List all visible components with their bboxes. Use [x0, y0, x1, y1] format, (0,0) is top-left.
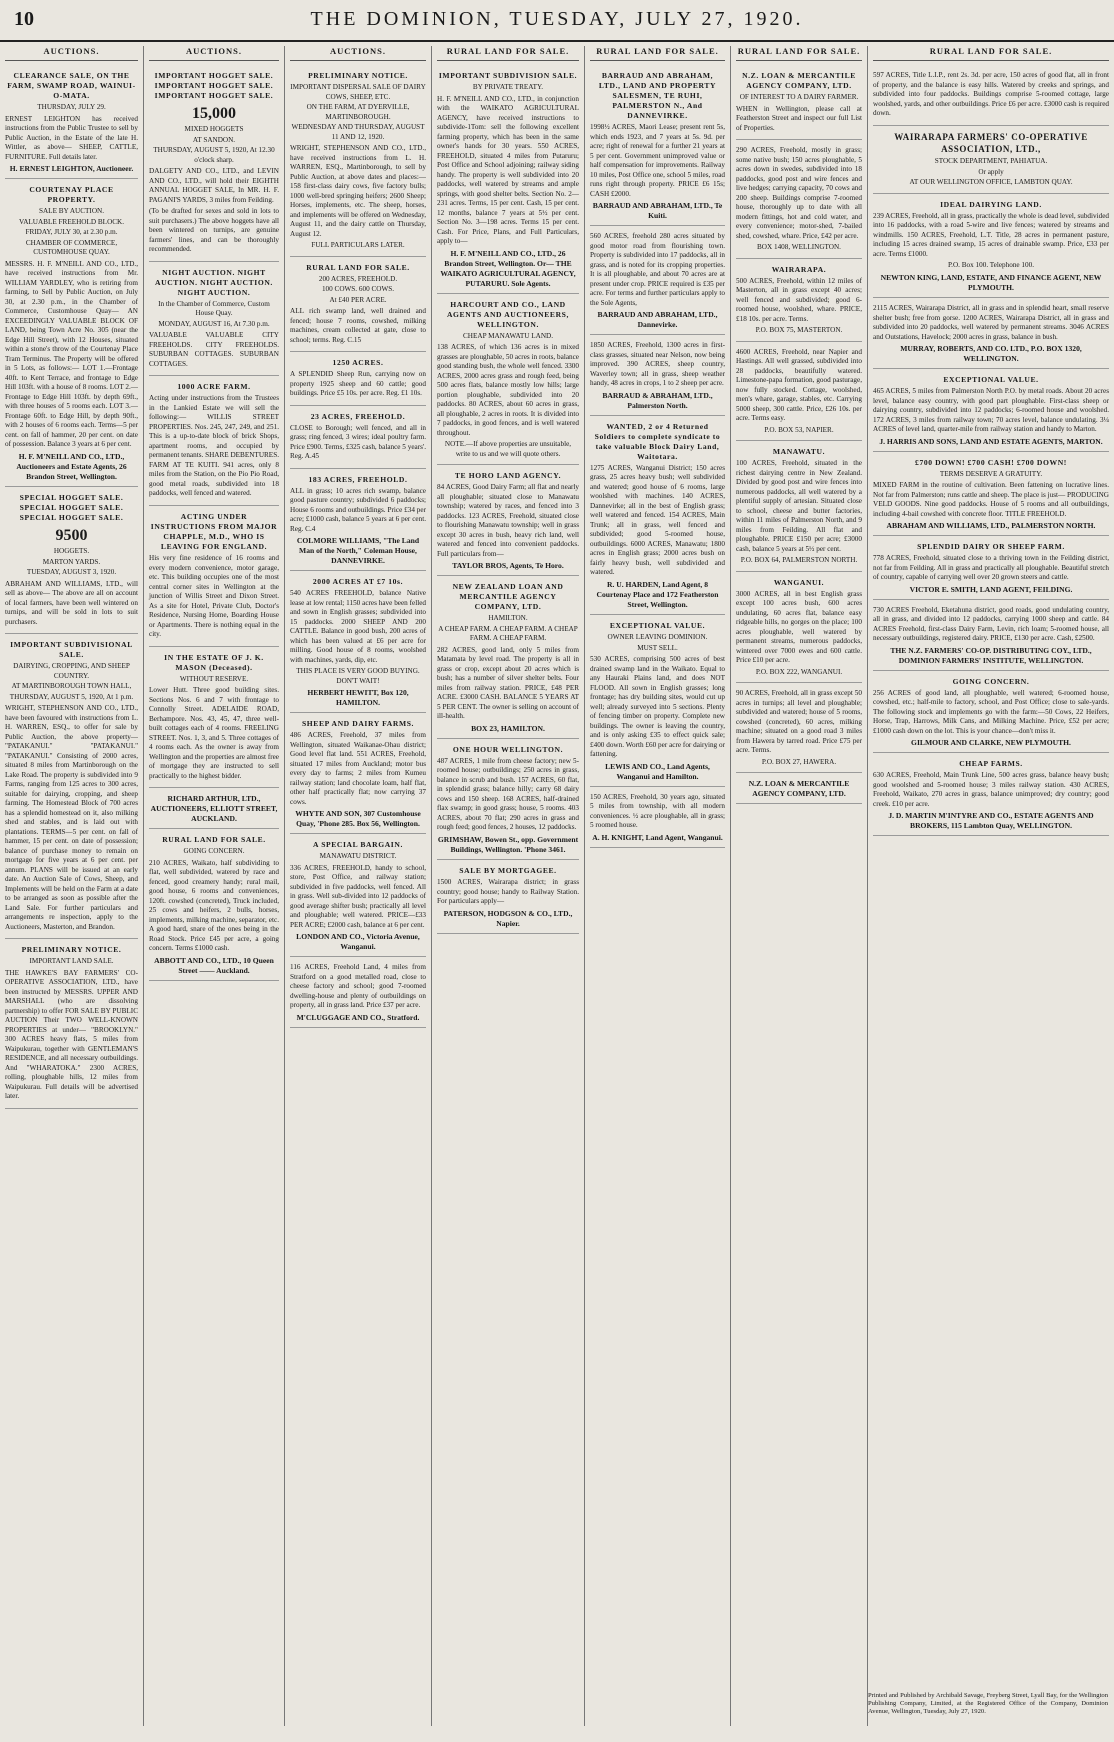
- masthead: [0, 0, 1114, 42]
- ad-signature: GILMOUR AND CLARKE, NEW PLYMOUTH.: [911, 738, 1071, 748]
- ad-body: 630 ACRES, Freehold, Main Trunk Line, 500 acres grass, balance heavy bush; good woolshed and 5-roomed house; 3 miles railway station. 430 ACRES, Freehold, Waikato, 270 acres in grass, balance unimproved; dry country; good creek. £10 per acre.: [873, 771, 1109, 808]
- advertisement: [5, 939, 138, 1109]
- ad-subhead: GOING CONCERN.: [183, 847, 245, 856]
- ad-body: 282 ACRES, good land, only 5 miles from Matamata by level road. The property is all in grass or crop, except about 20 acres which is bush; has a number of silver shelter belts. Four miles from railway station. PRICE, £48 PER ACRE. £3000 CASH. BALANCE 5 YEARS AT 5 PER CENT. The owner is selling on account of ill-health.: [437, 645, 579, 721]
- ad-body: ALL rich swamp land, well drained and fenced; house 7 rooms, cowshed, milking machines, cream collected at gate, close to school; terms. Reg. C.15: [290, 307, 426, 344]
- ad-headline: IMPORTANT SUBDIVISIONAL SALE.: [10, 640, 133, 660]
- ad-signature: ABBOTT AND CO., LTD., 10 Queen Street —— Auckland.: [154, 955, 274, 975]
- ad-subhead: VALUABLE FREEHOLD BLOCK.: [18, 217, 125, 226]
- ad-body: 290 ACRES, Freehold, mostly in grass; some native bush; 150 acres ploughable, 5 acres down in swedes, subdivided into 18 paddocks, good post and wire fences and live hedges; carrying capacity, 70 cows and 200 sheep. Buildings comprise 7-roomed house, thoroughly up to date with all modern fittings, hot and cold water, and every convenience; motor-shed, 7-bailed shed, cowshed, whare. Price, £42 per acre.: [736, 146, 862, 240]
- ad-body: 778 ACRES, Freehold, situated close to a thriving town in the Feilding district, not far from Feilding. All in grass and practically all ploughable. Beautiful stretch of country, capable of carrying well over 20 grown steers and cattle.: [873, 554, 1109, 582]
- ad-subhead: THURSDAY, AUGUST 5, 1920, At 1 p.m.: [9, 692, 134, 701]
- advertisement: [437, 465, 579, 576]
- ad-subhead: WEDNESDAY AND THURSDAY, AUGUST 11 AND 12, 1920.: [291, 123, 425, 141]
- ad-headline: EXCEPTIONAL VALUE.: [609, 621, 706, 630]
- advertisement: [290, 65, 426, 257]
- column-heading: AUCTIONS.: [149, 46, 279, 61]
- ad-subhead: IMPORTANT DISPERSAL SALE OF DAIRY COWS, SHEEP, ETC.: [290, 83, 426, 101]
- advertisement: [5, 179, 138, 487]
- ad-subhead: A CHEAP FARM. A CHEAP FARM. A CHEAP FARM. A CHEAP FARM.: [438, 624, 578, 643]
- ad-body: 597 ACRES, Title L.I.P., rent 2s. 3d. per acre, 150 acres of good flat, all in front of property, and the balance is easy hills. Watered by creeks and springs, and subdivided into four paddocks. Buildings comprise 5-roomed cottage, large woolshed, yards, and other outbuildings. Price £6 per acre. £3000 cash is required down.: [873, 71, 1109, 118]
- ad-headline: 23 ACRES, FREEHOLD.: [310, 411, 406, 421]
- ad-body: 540 ACRES FREEHOLD, balance Native lease at low rental; 1150 acres have been felled and sown in English grasses; subdivided into 15 paddocks. 2000 SHEEP AND 200 CATTLE. Balance in good bush, 200 acres of which has been valued at £6 per acre for milling. Good house of 8 rooms, woolshed with machines, yards, dip, etc.: [290, 589, 426, 664]
- ad-headline: £700 DOWN! £700 CASH! £700 DOWN!: [915, 457, 1067, 467]
- ad-subhead: CHEAP MANAWATU LAND.: [463, 331, 553, 340]
- ad-signature: M'CLUGGAGE AND CO., Stratford.: [296, 1012, 420, 1022]
- advertisement: [873, 671, 1109, 754]
- ad-body: WRIGHT, STEPHENSON AND CO., LTD., have received instructions from L. H. WARREN, ESQ., Martinborough, to sell by Public Auction, at above dates and places:— 158 first-class dairy cows, five factory bulls; 1000 well-bred springing heifers; 2600 Sheep; Horses, implements, etc. The sheep, horses, and implements will be offered on Wednesday, August 11, and the dairy cattle on Thursday, August 12.: [290, 144, 426, 238]
- ad-body: 2115 ACRES, Wairarapa District, all in grass and in splendid heart, small reserve shelter bush; free from gorse. 1200 ACRES, Wairarapa District, all in grass and subdivided into 20 paddocks, well watered by permanent streams. 3046 ACRES and Outstations, Havelock; 2000 acres in grass, balance in bush.: [873, 304, 1109, 341]
- ad-subhead: At £40 PER ACRE.: [329, 295, 387, 304]
- ad-headline: RURAL LAND FOR SALE.: [306, 262, 410, 272]
- column-heading: RURAL LAND FOR SALE.: [590, 46, 725, 61]
- ad-headline: CLEARANCE SALE, ON THE FARM, SWAMP ROAD, WAINUI-O-MATA.: [7, 71, 136, 101]
- ad-signature: TAYLOR BROS, Agents, Te Horo.: [452, 561, 564, 571]
- ad-subhead: TUESDAY, AUGUST 3, 1920.: [26, 568, 117, 577]
- ad-subhead: DAIRYING, CROPPING, AND SHEEP COUNTRY.: [13, 662, 130, 680]
- ad-signature: H. ERNEST LEIGHTON, Auctioneer.: [9, 164, 134, 174]
- column-4: [432, 46, 585, 1726]
- ad-headline: IN THE ESTATE OF J. K. MASON (Deceased).: [164, 652, 264, 672]
- ad-figure: 15,000: [192, 105, 236, 123]
- advertisement: [873, 536, 1109, 600]
- advertisement: [736, 773, 862, 804]
- ad-subhead: MUST SELL.: [637, 643, 678, 652]
- advertisement: [736, 140, 862, 259]
- advertisement: [873, 600, 1109, 671]
- ad-body: 1275 ACRES, Wanganui District; 150 acres grass, 25 acres heavy bush; well subdivided and watered; good house of 6 rooms, large woolshed with machines. 140 ACRES, Dannevirke; all in the best of English grass; well watered and fenced. 154 ACRES, Main Trunk; all in grass, well fenced and subdivided; good 5-roomed house, outbuildings. 6000 ACRES, Manawatu; 1800 acres in English grass; 2000 acres bush on fairly heavy bush, well subdivided and watered.: [590, 463, 725, 577]
- page-number: 10: [14, 8, 34, 30]
- advertisement: [149, 376, 279, 506]
- column-1: [0, 46, 144, 1726]
- ad-signature: R. U. HARDEN, Land Agent, 8 Courtenay Place and 172 Featherston Street, Wellington.: [596, 579, 719, 609]
- ad-signature: COLMORE WILLIAMS, "The Land Man of the North," Coleman House, DANNEVIRKE.: [296, 536, 420, 566]
- ad-headline: WAIRARAPA.: [771, 264, 827, 274]
- advertisement: [149, 65, 279, 262]
- ad-body: THE HAWKE'S BAY FARMERS' CO-OPERATIVE ASSOCIATION, LTD., have been instructed by MESSRS. UPPER AND MARSHALL (who are dissolving partnership) to offer FOR SALE BY PUBLIC AUCTION Their TWO WELL-KNOWN PROPERTIES at under— "BROOKLYN." 300 ACRES heavy flats, 5 miles from Waipukurau, together with GENTLEMAN'S RESIDENCE, and all necessary outbuildings. And "WHARATOKA." 2300 ACRES, rolling, ploughable hills, 12 miles from Waipukurau. Full details will be advertised later.: [5, 968, 138, 1101]
- ad-signature: BARRAUD & ABRAHAM, LTD., Palmerston North.: [602, 390, 713, 410]
- ad-subhead: WITHOUT RESERVE.: [179, 674, 249, 683]
- ad-body: 336 ACRES, FREEHOLD, handy to school, store, Post Office, and railway station; subdivided in five paddocks, well fenced. All in grass. Well sub-divided into 12 paddocks of good average shifter bush; practically all level and ploughable; well watered. PRICE—£33 PER ACRE; £2000 cash, balance at 6 per cent.: [290, 863, 426, 929]
- advertisement: [873, 753, 1109, 836]
- advertisement: [290, 406, 426, 469]
- advertisement: [590, 226, 725, 335]
- ad-body: (To be drafted for sexes and sold in lots to suit purchasers.) The above hoggets have all been wintered on turnips, are genuine farmers' lines, and can be thoroughly recommended.: [149, 207, 279, 254]
- ad-subhead: THURSDAY, AUGUST 5, 1920, At 12.30 o'clock sharp.: [153, 146, 275, 164]
- ad-signature: LONDON AND CO., Victoria Avenue, Wanganui.: [296, 932, 420, 952]
- ad-subhead: THURSDAY, JULY 29.: [37, 103, 106, 112]
- ad-headline: 2000 ACRES AT £7 10s.: [312, 577, 404, 587]
- ad-footer: FULL PARTICULARS LATER.: [311, 241, 405, 250]
- ad-body: WHEN in Wellington, please call at Featherston Street and inspect our full List of Properties.: [736, 104, 862, 132]
- ad-headline: GOING CONCERN.: [952, 676, 1030, 686]
- ad-subhead: AT MARTINBOROUGH TOWN HALL,: [11, 682, 132, 691]
- ad-subhead: TERMS DESERVE A GRATUITY.: [939, 469, 1043, 478]
- ad-subhead: In the Chamber of Commerce, Custom House Quay.: [158, 299, 270, 318]
- ad-footer: THIS PLACE IS VERY GOOD BUYING. DON'T WAIT!: [296, 667, 420, 685]
- advertisement: [736, 572, 862, 684]
- ad-headline: NEW ZEALAND LOAN AND MERCANTILE AGENCY COMPANY, LTD.: [452, 582, 564, 612]
- advertisement: [290, 957, 426, 1028]
- ad-headline: MANAWATU.: [772, 447, 826, 457]
- ad-figure-label: MIXED HOGGETS: [184, 125, 244, 134]
- ad-headline: IMPORTANT HOGGET SALE. IMPORTANT HOGGET SALE. IMPORTANT HOGGET SALE.: [154, 71, 274, 101]
- ad-signature: PATERSON, HODGSON & CO., LTD., Napier.: [443, 908, 573, 928]
- ad-subhead: SALE BY AUCTION.: [38, 207, 105, 216]
- advertisement: [590, 65, 725, 226]
- ad-body: 4600 ACRES, Freehold, near Napier and Hastings. All well grassed, subdivided into 28 paddocks, beautifully watered. Limestone-papa formation, good pasturage, now fully stocked. Cottage, woolshed, men's whare, garage, stables, etc. Carrying 5000 sheep, 300 cattle. Price, £26 10s. per acre. Terms easy.: [736, 347, 862, 423]
- ad-subhead: IMPORTANT LAND SALE.: [29, 957, 114, 966]
- ad-body: 3000 ACRES, all in best English grass except 100 acres bush, 600 acres undulating, 60 acres flat, balance easy ridgeable hills, no gorges on the place; 100 acres ploughable, well watered by permanent streams, numerous paddocks, wintered over 7000 ewes and 600 cattle. Price £10 per acre.: [736, 589, 862, 665]
- ad-footer: P.O. Box 100. Telephone 100.: [947, 261, 1034, 270]
- ad-subhead: ON THE FARM, AT DYERVILLE, MARTINBOROUGH.: [306, 103, 410, 121]
- ad-headline: SALE BY MORTGAGEE.: [459, 865, 557, 875]
- ad-headline: BARRAUD AND ABRAHAM, LTD., LAND AND PROPERTY SALESMEN, TE RUHI, PALMERSTON N., And DANNEVIRKE.: [598, 71, 717, 121]
- ad-body: WRIGHT, STEPHENSON AND CO., LTD., have been favoured with instructions from L. H. WARREN, ESQ., to offer for sale by Public Auction, the above property— "PATAKANUI." "PATAKANUI." "PATAKANUI." Consisting of 2000 acres, situated 8 miles from Martinborough on the Lake Road. The property is subdivided into 9 Farms, ranging from 125 acres to 300 acres, suitable for dairying, cropping, and sheep farming. The Homestead Block of 700 acres has a splendid homestead on it, also milking shed and stables, and is laid out with plantations. TERMS—5 per cent. on fall of hammer, 15 per cent. on date of possession; balance of purchase money to remain on mortgage for five years at 6 per cent. per annum. PLANS will be issued at an early date. An Auction Sale of Cows, Sheep, and Implements will be held on the Farm at a date to be arranged as soon as possible after the Land Sale. For further particulars and arrangements re inspection, apply to the Auctioneers, Masterton, and Brandon.: [5, 704, 138, 931]
- ad-body: DALGETY AND CO., LTD., and LEVIN AND CO., LTD., will hold their EIGHTH ANNUAL HOGGET SALE, In MR. H. F. PAGANI'S YARDS, 3 miles from Feilding.: [149, 167, 279, 204]
- ad-subhead: AT OUR WELLINGTON OFFICE, LAMBTON QUAY.: [909, 178, 1073, 187]
- ad-body: 1500 ACRES, Wairarapa district; in grass country; good house; handy to Railway Station. For particulars apply—: [437, 878, 579, 905]
- ad-headline: COURTENAY PLACE PROPERTY.: [29, 185, 114, 205]
- ad-body: A SPLENDID Sheep Run, carrying now on property 1925 sheep and 60 cattle; good buildings. Price £5 10s. per acre. Reg. £1 10s.: [290, 370, 426, 398]
- ad-headline: SPLENDID DAIRY OR SHEEP FARM.: [917, 542, 1065, 552]
- ad-body: 84 ACRES, Good Dairy Farm; all flat and nearly all ploughable; situated close to Manawatu township; watered by races, and fenced into 3 paddocks. 123 ACRES, Freehold, situated close to flourishing Manawatu township; well in grass except 30 acres in bush, heavy rich land, well watered and fenced into convenient paddocks. Full particulars from—: [437, 483, 579, 558]
- ad-headline: HARCOURT AND CO., LAND AGENTS AND AUCTIONEERS, WELLINGTON.: [446, 299, 570, 329]
- ad-subhead: AT SANDON.: [192, 135, 236, 144]
- ad-headline: CHEAP FARMS.: [959, 759, 1023, 769]
- ad-body: 530 ACRES, comprising 500 acres of best drained swamp land in the Waikato. Equal to any Hauraki Plains land, and does NOT FLOOD. All sown in English grasses; long frontage; has dry building sites, would cut up well; already surveyed into 5 sections. Plenty of fencing timber on property. Complete new buildings. The owner is leaving the country, and is only asking £35 to effect quick sale; £400 down. Worth £60 per acre for dairying or fattening.: [590, 655, 725, 759]
- ad-body: 486 ACRES, Freehold, 37 miles from Wellington, situated Waikanae-Ohau district; Good level flat land. 551 ACRES, Freehold, situated 17 miles from Auckland; motor bus every day to farms; 2 miles from Kumeu railway station; land chocolate loam, half flat, other half practically flat; now carrying 37 cows.: [290, 731, 426, 806]
- ad-subhead: 100 COWS. 600 COWS.: [321, 285, 395, 294]
- ad-headline: WANGANUI.: [773, 577, 825, 587]
- ad-headline: N.Z. LOAN & MERCANTILE AGENCY COMPANY, LTD.: [742, 71, 856, 91]
- advertisement: [290, 469, 426, 572]
- ad-subhead: OWNER LEAVING DOMINION.: [607, 633, 708, 642]
- ad-body: 256 ACRES of good land, all ploughable, well watered; 6-roomed house, cowshed, etc.; half-mile to factory, school, and Post Office; close to sale-yards. The following stock and implements go with the farm:—50 Cows, 22 Heifers, Horse, Trap, Harrows, Milk Cans, and Milking Machine. Price, £52 per acre; £1000 cash down on the lot. This is your chance—don't miss it.: [873, 688, 1109, 735]
- ad-signature: J. D. MARTIN M'INTYRE AND CO., ESTATE AGENTS AND BROKERS, 115 Lambton Quay, WELLINGTON.: [888, 811, 1094, 831]
- ad-headline: 1000 ACRE FARM.: [177, 382, 251, 392]
- advertisement: [290, 571, 426, 713]
- newspaper-title: THE DOMINION, TUESDAY, JULY 27, 1920.: [310, 8, 804, 30]
- advertisement: [437, 860, 579, 934]
- advertisement: [873, 298, 1109, 369]
- column-3: [285, 46, 432, 1726]
- ad-signature: RICHARD ARTHUR, LTD., AUCTIONEERS, ELLIOTT STREET, AUCKLAND.: [150, 794, 278, 824]
- column-heading: AUCTIONS.: [5, 46, 138, 61]
- column-heading: RURAL LAND FOR SALE.: [437, 46, 579, 61]
- ad-headline: WANTED, 2 or 4 Returned Soldiers to complete syndicate to take valuable Block Dairy Land, Waitotara.: [594, 421, 721, 461]
- ad-signature: HERBERT HEWITT, Box 120, HAMILTON.: [307, 688, 409, 708]
- advertisement: [149, 788, 279, 829]
- ad-signature: WHYTE AND SON, 307 Customhouse Quay, 'Phone 285. Box 56, Wellington.: [295, 809, 421, 829]
- advertisement: [437, 739, 579, 860]
- ad-headline: SPECIAL HOGGET SALE. SPECIAL HOGGET SALE. SPECIAL HOGGET SALE.: [19, 492, 124, 522]
- ad-headline: RURAL LAND FOR SALE.: [162, 835, 266, 845]
- advertisement: [736, 441, 862, 572]
- ad-footer: P.O. BOX 222, WANGANUI.: [755, 667, 843, 676]
- ad-body: MESSRS. H. F. M'NEILL AND CO., LTD., have received instructions from Mr. WILLIAM YARDLEY, who is retiring from farming, to Sell by Public Auction, on July 30, at 2.30 p.m., in the Chamber of Commerce, Customhouse Quay— AN EXCEEDINGLY VALUABLE BLOCK OF LAND, being Town Acre No. 305 (near the Edge Hill Street), with 12 Houses, situated within a stone's throw of the Courtenay Place Tram Terminus. The Property will be offered in 5 Lots, as follows:— LOT 1.—Frontage 40ft. to Kent Terrace, and frontage to Edge Hill 103ft. with a house of 8 rooms. LOT 2.—Frontage to Edge Hill 103ft. by depth 69ft., with three houses of 5 rooms each. LOT 3.—Frontage 60ft. to Edge Hill, by depth 90ft., with 2 houses of 6 rooms each. Terms—5 per cent. on fall of hammer, 20 per cent. on date of possession. Balance 3 years at 6 per cent.: [5, 259, 138, 449]
- ad-headline: 183 ACRES, FREEHOLD.: [308, 474, 408, 484]
- advertisement: [290, 352, 426, 406]
- column-heading: AUCTIONS.: [290, 46, 426, 61]
- ad-body: 138 ACRES, of which 136 acres is in mixed grasses are ploughable, 50 acres in roots, balance good standing bush, the whole well fenced. 3300 ACRES, 2000 acres grass and rough feed, being 500 acres flats, balance mostly low hills; large portion ploughable, subdivided into 20 paddocks. 80 ACRES, about 60 acres in grass, all ploughable, 2 acres in roots. It is divided into 7 paddocks, in good fences, and is well watered throughout.: [437, 343, 579, 437]
- ad-body: 560 ACRES, freehold 280 acres situated by good motor road from flourishing town. Property is subdivided into 17 paddocks, all in grass, and is noted for its cropping properties. It is all ploughable, and about 70 acres are at present under crop. PRICE required is £35 per acre. For terms and further particulars apply to the Sole Agents,: [590, 232, 725, 307]
- ad-body: 210 ACRES, Waikato, half subdividing to flat, well subdivided, watered by race and fenced, good creamery handy; rural mail, good house, 6 rooms and conveniences, 120ft. cowshed (concreted), Truck included, 25 cows and heifers, 2 bulls, horses, implements, milking machine, separator, etc. A good hard, snare of the ones being in the Road Stock. Price £45 per acre, a going concern. Terms £1000 cash.: [149, 858, 279, 953]
- ad-subhead: Or apply: [978, 167, 1004, 176]
- ad-figure-label: HOGGETS.: [53, 547, 90, 556]
- ad-body: 239 ACRES, Freehold, all in grass, practically the whole is dead level, subdivided into 16 paddocks, with a road 5-wire and live fences; watered by streams and windmills. 150 ACRES, Freehold, L.T. Title, 28 acres in permanent pasture, including 15 acres drained swamp, 15 acres of drainable swamp. Price, £33 per acre. Terms £1000.: [873, 211, 1109, 258]
- ad-subhead: 200 ACRES, FREEHOLD.: [318, 274, 398, 283]
- ad-body: 150 ACRES, Freehold, 30 years ago, situated 5 miles from township, with all modern conveniences. ½ acre ploughable, all in grass; 5 roomed house.: [590, 792, 725, 830]
- ad-body: 465 ACRES, 5 miles from Palmerston North P.O. by metal roads. About 20 acres level, balance easy country, with good part ploughable. First-class sheep or dairying country, subdivided into 12 paddocks; 6-roomed house and woolshed. 172 ACRES, 3 miles from railway town; 70 acres level, balance undulating. 3¼ ACRES of level land, quarter-mile from railway station and handy to Marton.: [873, 387, 1109, 434]
- ad-figure: 9500: [55, 526, 88, 544]
- ad-footer: P.O. BOX 53, NAPIER.: [764, 425, 834, 434]
- advertisement: [149, 829, 279, 981]
- ad-footer: NOTE.—If above properties are unsuitable, write to us and we will quote others.: [444, 440, 572, 458]
- advertisement: [590, 615, 725, 787]
- ad-signature: MURRAY, ROBERTS, AND CO. LTD., P.O. BOX 1320, WELLINGTON.: [900, 344, 1082, 364]
- ad-body: ALL in grass; 10 acres rich swamp, balance good pasture country; subdivided 6 paddocks; House 6 rooms and outbuildings. Price £34 per acre; £1000 cash, balance 5 years at 6 per cent. Reg. C.4: [290, 486, 426, 533]
- ad-signature: N.Z. LOAN & MERCANTILE AGENCY COMPANY, LTD.: [748, 779, 850, 799]
- ad-body: 487 ACRES, 1 mile from cheese factory; new 5-roomed house; outbuildings; 250 acres in grass, balance in scrub and bush. 157 ACRES, 60 flat, in splendid grass; balance hilly; carry 68 dairy cows and 150 sheep. 168 ACRES, half-drained flax swamp; in good grass; house, 5 rooms. 403 ACRES, about 70 flat; 290 acres in grass and rough feed; good fences, 2 houses, 12 paddocks.: [437, 756, 579, 832]
- ad-headline: PRELIMINARY NOTICE.: [21, 945, 122, 955]
- ad-signature: BOX 23, HAMILTON.: [471, 723, 545, 733]
- column-heading: RURAL LAND FOR SALE.: [736, 46, 862, 61]
- ad-body: Acting under instructions from the Trustees in the Lankied Estate we will sell the following:— WILLIS STREET PROPERTIES. Nos. 245, 247, 249, and 251. This is a up-to-date block of brick Shops, apartment rooms, and occupied by permanent tenants. SHARE DEBENTURES. FARM AT TE KUITI. 941 acres, only 8 miles from the Station, on the Pio Pio Road, good metal roads, subdivided into 18 paddocks, well fenced and watered.: [149, 394, 279, 498]
- ad-body: 1850 ACRES, Freehold, 1300 acres in first-class grasses, situated near Nelson, now being improved. 390 ACRES, sheep country, Waverley town; all in grass, sheep weather handy, 48 acres in crops, 1 to 2 sheep per acre.: [590, 341, 725, 388]
- advertisement: [590, 335, 725, 416]
- advertisement: [873, 194, 1109, 298]
- column-6: [731, 46, 868, 1726]
- ad-body: 1998½ ACRES, Maori Lease; present rent 5s, which ends 1923, and 7 years at 5s. 9d. per acre; right of renewal for a further 21 years at 5 per cent. Government unimproved value or half compensation for improvements. Railway 10 miles, Post Office one, school 5 miles, road runs right through property. PRICE £6 15s; CASH £2000.: [590, 123, 725, 198]
- ad-body: His very fine residence of 16 rooms and every modern convenience, motor garage, etc. This building occupies one of the most central corner sites in Wellington at the junction of Willis Street and Dixon Street. As a site for Hotel, Private Club, Doctor's Residence, Nursing Home, Boarding House or Apartments. There is nothing equal in the city.: [149, 554, 279, 638]
- ad-subhead: MANAWATU DISTRICT.: [319, 852, 397, 861]
- ad-signature: ABRAHAM AND WILLIAMS, LTD., PALMERSTON NORTH.: [886, 521, 1096, 531]
- ad-signature: THE N.Z. FARMERS' CO-OP. DISTRIBUTING COY., LTD., DOMINION FARMERS' INSTITUTE, WELLINGTON.: [890, 645, 1092, 665]
- advertisement: [437, 294, 579, 466]
- advertisement: [590, 787, 725, 848]
- ad-subhead: OF INTEREST TO A DAIRY FARMER.: [739, 93, 859, 102]
- ad-headline: EXCEPTIONAL VALUE.: [943, 375, 1039, 385]
- advertisement: [290, 713, 426, 834]
- advertisement: [873, 65, 1109, 126]
- ad-headline: IMPORTANT SUBDIVISION SALE.: [438, 71, 578, 81]
- advertisement: [873, 126, 1109, 194]
- column-heading: RURAL LAND FOR SALE.: [873, 46, 1109, 61]
- ad-signature: BARRAUD AND ABRAHAM, LTD., Dannevirke.: [597, 310, 718, 330]
- ad-headline: 1250 ACRES.: [332, 358, 384, 368]
- ad-subhead: MONDAY, AUGUST 16, At 7.30 p.m.: [158, 319, 270, 328]
- ad-footer: P.O. BOX 75, MASTERTON.: [755, 326, 843, 335]
- ad-headline: ONE HOUR WELLINGTON.: [452, 744, 564, 754]
- ad-headline: WAIRARAPA FARMERS' CO-OPERATIVE ASSOCIATION, LTD.,: [894, 131, 1088, 154]
- advertisement: [5, 487, 138, 634]
- ad-signature: H. F. M'NEILL AND CO., LTD., 26 Brandon Street, Wellington. Or— THE WAIKATO AGRICULTURAL AGENCY, PUTARURU. Sole Agents.: [440, 248, 576, 288]
- advertisement: [873, 452, 1109, 537]
- ad-signature: J. HARRIS AND SONS, LAND AND ESTATE AGENTS, MARTON.: [879, 436, 1103, 446]
- column-2: [144, 46, 285, 1726]
- ad-subhead: BY PRIVATE TREATY.: [472, 83, 544, 92]
- ad-subhead: HAMILTON.: [488, 614, 528, 623]
- ad-subhead: FRIDAY, JULY 30, at 2.30 p.m.: [25, 228, 118, 237]
- ad-body: CLOSE to Borough; well fenced, and all in grass; ring fenced, 3 wires; ideal poultry farm. Price £900. Terms, £325 cash, balance 5 years'. Reg. A.45: [290, 423, 426, 461]
- ad-body: H. F. M'NEILL AND CO., LTD., in conjunction with the WAIKATO AGRICULTURAL AGENCY, have received instructions to subdivide-1Tom: sell the following excellent farming property, which has been in the same owner's hands for 30 years. 550 ACRES, FREEHOLD, situated 4 miles from Putaruru; Post Office and School adjoining; railway siding handy. The property is well subdivided into 20 paddocks, well watered by streams and ample springs, with good shelter belts. Section No. 2—231 acres. Terms, 15 per cent. Cash, 15 per cent. 12 months, balance 7 years at 5½ per cent. Section No. 3—198 acres. Terms 15 per cent. Cash. For Price, Plans, and Full Particulars, apply to—: [437, 94, 579, 246]
- ad-signature: H. F. M'NEILL AND CO., LTD., Auctioneers and Estate Agents, 26 Brandon Street, Wellington.: [16, 451, 127, 481]
- ad-body: 730 ACRES Freehold, Eketahuna district, good roads, good undulating country, all in grass, and divided into 12 paddocks, carrying 1000 sheep and cattle. 84 ACRES Freehold, first-class Dairy Farm, Levin, rich loam; 5-roomed house, all necessary outbuildings, registered dairy. PRICE, £130 per acre. Cash, £2500.: [873, 605, 1109, 643]
- column-7: [868, 46, 1114, 1686]
- ad-headline: IDEAL DAIRYING LAND.: [940, 199, 1042, 209]
- advertisement: [736, 259, 862, 342]
- ad-body: 500 ACRES, Freehold, within 12 miles of Masterton, all in grass except 40 acres; well fenced and subdivided; good 6-roomed house, woolshed, whare. PRICE, £18 10s. per acre. Terms.: [736, 276, 862, 323]
- advertisement: [5, 634, 138, 939]
- ad-body: 90 ACRES, Freehold, all in grass except 50 acres in turnips; all level and ploughable; subdivided and watered; house of 5 rooms, cowshed (concreted), 60 acres, milking machine; situated on a good road 3 miles from Hawera by tarred road. Price £75 per acre. Terms.: [736, 689, 862, 755]
- ad-body: ERNEST LEIGHTON has received instructions from the Public Trustee to sell by Public Auction, in the Estate of the late H. Wittler, as above— SHEEP, CATTLE, FURNITURE. Full details later.: [5, 114, 138, 161]
- ad-body: MIXED FARM in the routine of cultivation. Been fattening on lucrative lines. Not far from Palmerston; runs cattle and sheep. The place is just— PRODUCING VELD GOODS. Nine good paddocks. House of 5 rooms and all outbuildings, including 4-bail cowshed with concrete floor. TITLE FREEHOLD.: [873, 481, 1109, 518]
- advertisement: [437, 65, 579, 294]
- advertisement: [149, 506, 279, 647]
- ad-signature: A. H. KNIGHT, Land Agent, Wanganui.: [592, 832, 723, 842]
- ad-headline: PRELIMINARY NOTICE.: [308, 71, 408, 81]
- ad-footer: BOX 1408, WELLINGTON.: [757, 243, 841, 252]
- ad-subhead: MARTON YARDS.: [42, 557, 101, 566]
- advertisement: [290, 834, 426, 957]
- ad-body: Lower Hutt. Three good building sites. Sections Nos. 6 and 7 with frontage to Connolly Street. ADELAIDE ROAD, Berhampore. Nos. 43, 45, 47, three well-built cottages each of 4 rooms. FREELING STREET. Nos. 1, 3, and 5. Three cottages of 4 rooms each. As the owner is away from Wellington and the properties are almost free of mortgage they are instructed to sell practically to the highest bidder.: [149, 686, 279, 780]
- ad-headline: SHEEP AND DAIRY FARMS.: [301, 719, 415, 729]
- ad-body: 116 ACRES, Freehold Land, 4 miles from Stratford on a good metalled road, close to cheese factory and school; good 7-roomed dwelling-house and plenty of outbuildings on property, all in grass land. Price £37 per acre.: [290, 963, 426, 1010]
- advertisement: [437, 576, 579, 739]
- ad-signature: NEWTON KING, LAND, ESTATE, AND FINANCE AGENT, NEW PLYMOUTH.: [880, 272, 1102, 292]
- advertisement: [149, 262, 279, 377]
- ad-footer: P.O. BOX 64, PALMERSTON NORTH.: [740, 556, 858, 565]
- printer-imprint: Printed and Published by Archibald Savage, Freyberg Street, Lyall Bay, for the Wellington Publishing Company, Limited, at the Registered Office of the Company, Dominion Avenue, Wellington, Tuesday, July 27, 1920.: [868, 1692, 1108, 1716]
- ad-footer: P.O. BOX 27, HAWERA.: [761, 757, 837, 766]
- ad-subhead: CHAMBER OF COMMERCE, CUSTOMHOUSE QUAY.: [25, 238, 118, 257]
- ad-body: ABRAHAM AND WILLIAMS, LTD., will sell as above— The above are all on account of local farmers, have been well wintered on turnips, and will be sold in lots to suit purchasers.: [5, 579, 138, 626]
- advertisement: [5, 65, 138, 179]
- advertisement: [590, 416, 725, 615]
- ad-headline: ACTING UNDER INSTRUCTIONS FROM MAJOR CHAPPLE, M.D., WHO IS LEAVING FOR ENGLAND.: [150, 511, 278, 551]
- ad-signature: BARRAUD AND ABRAHAM, LTD., Te Kuiti.: [592, 201, 723, 221]
- ad-signature: LEWIS AND CO., Land Agents, Wanganui and Hamilton.: [605, 761, 710, 781]
- ad-headline: NIGHT AUCTION. NIGHT AUCTION. NIGHT AUCTION. NIGHT AUCTION.: [155, 267, 273, 297]
- advertisement: [290, 257, 426, 353]
- advertisement: [873, 369, 1109, 452]
- advertisement: [149, 647, 279, 789]
- advertisement: [736, 65, 862, 140]
- ad-body: VALUABLE VALUABLE CITY FREEHOLDS. CITY FREEHOLDS. SUBURBAN COTTAGES. SUBURBAN COTTAGES.: [149, 331, 279, 368]
- ad-signature: VICTOR E. SMITH, LAND AGENT, FEILDING.: [909, 584, 1073, 594]
- ad-headline: A SPECIAL BARGAIN.: [313, 840, 403, 850]
- advertisement: [736, 683, 862, 773]
- column-5: [585, 46, 731, 1726]
- advertisement: [736, 342, 862, 442]
- ad-headline: TE HORO LAND AGENCY.: [454, 471, 562, 481]
- ad-body: 100 ACRES, Freehold, situated in the richest dairying centre in New Zealand. Divided by good post and wire fences into numerous paddocks, all well watered by a plentiful supply of artesian. Situated close to school, cheese and butter factories, within 11 miles of Palmerston North, and 9 miles from Feilding. All flat and ploughable. PRICE £150 per acre; £3000 cash, balance 5 years at 5½ per cent.: [736, 459, 862, 553]
- ad-subhead: STOCK DEPARTMENT, PAHIATUA.: [934, 157, 1048, 166]
- ad-signature: GRIMSHAW, Bowen St., opp. Government Buildings, Wellington. 'Phone 3461.: [437, 834, 579, 854]
